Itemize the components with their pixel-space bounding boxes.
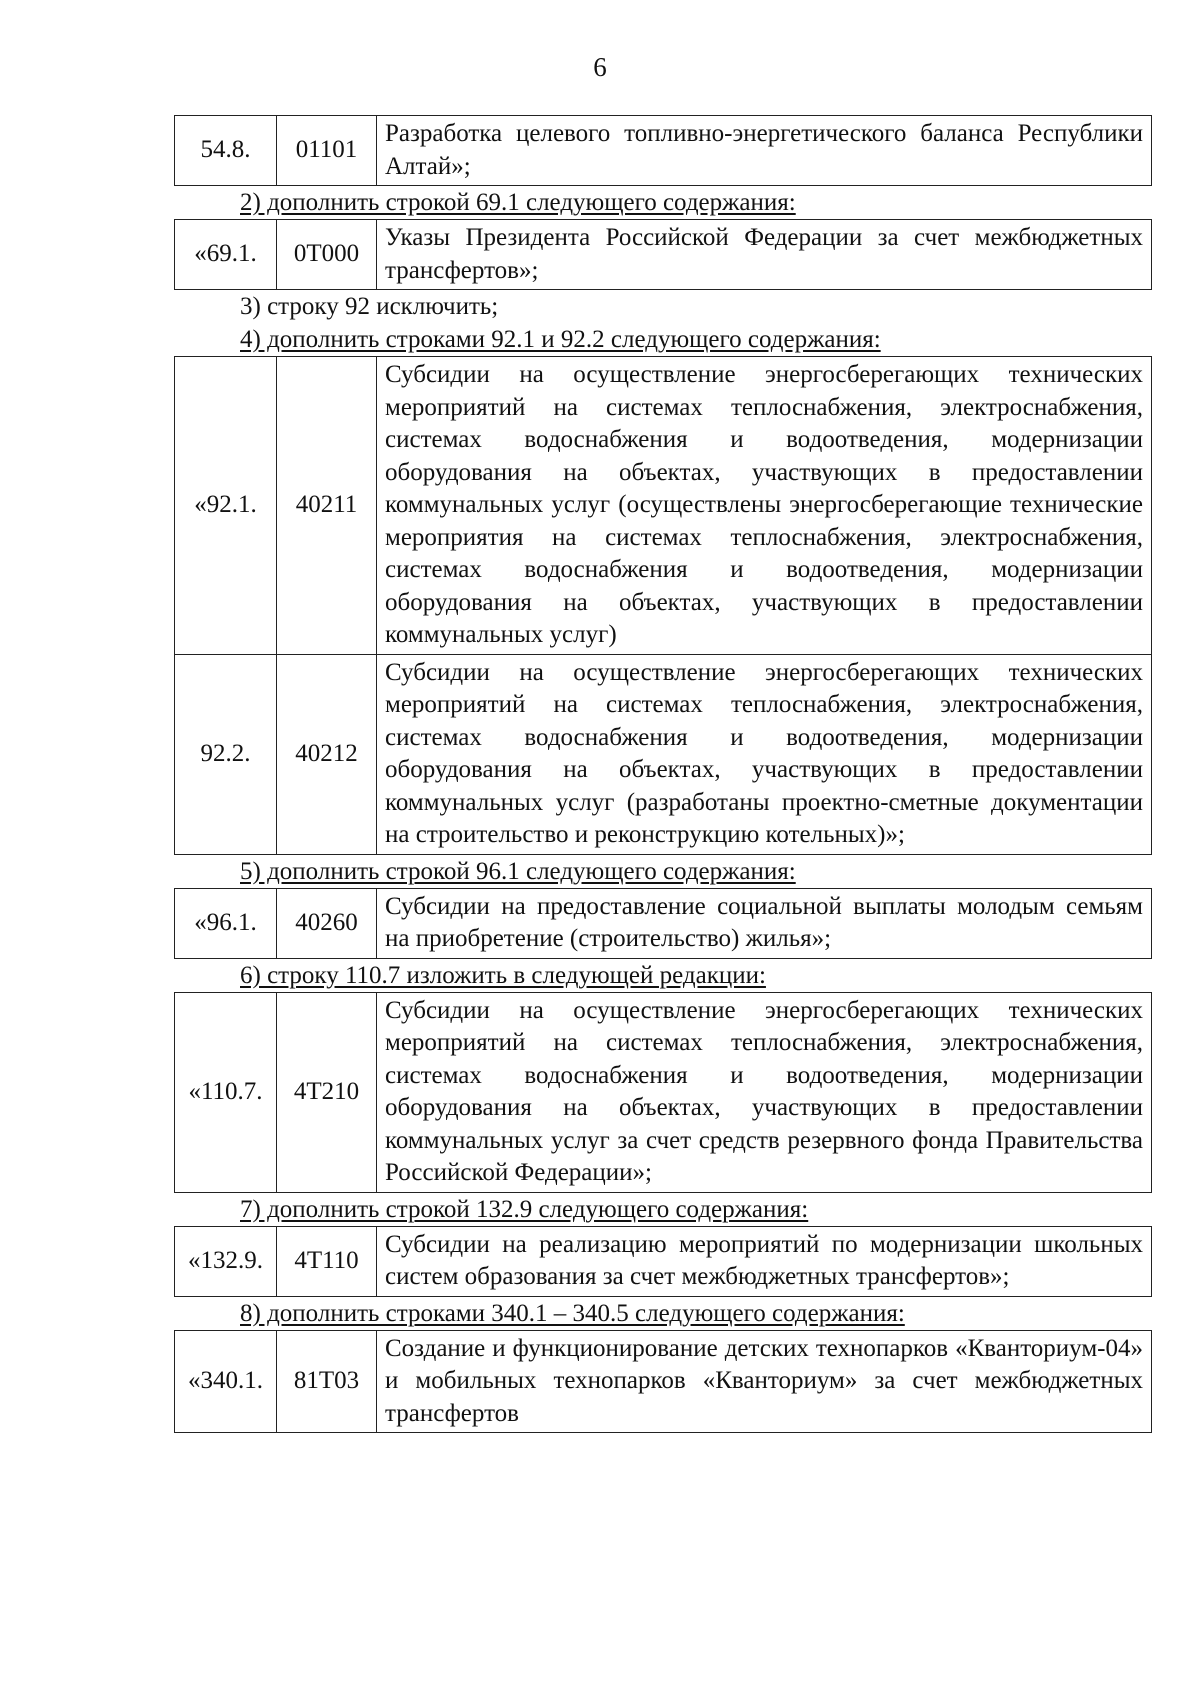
table-row <box>174 1330 1152 1434</box>
row-number: 92.2. <box>175 654 277 854</box>
row-number: «92.1. <box>175 357 277 655</box>
instruction-text: 4) дополнить строками 92.1 и 92.2 следующего содержания: <box>240 326 881 353</box>
amendment-instruction <box>174 855 1152 888</box>
instruction-text: 3) строку 92 исключить; <box>240 293 499 320</box>
document-content <box>174 115 1152 1433</box>
row-code: 40212 <box>277 654 377 854</box>
table-row <box>174 115 1152 186</box>
row-code: 0Т000 <box>277 220 377 290</box>
instruction-text: 2) дополнить строкой 69.1 следующего содержания: <box>240 189 796 216</box>
table-row <box>174 888 1152 959</box>
amendment-instruction <box>174 959 1152 992</box>
row-code: 81Т03 <box>277 1330 377 1433</box>
row-number: «69.1. <box>175 220 277 290</box>
row-number: «96.1. <box>175 888 277 958</box>
row-text: Субсидии на осуществление энергосберегающих технических мероприятий на системах теплоснабжения, электроснабжения, системах водоснабжения и водоотведения, модернизации оборудования на объектах, участвующих в предоставлении коммунальных услуг за счет средств резервного фонда Правительства Российской Федерации»; <box>377 992 1152 1192</box>
row-code: 40260 <box>277 888 377 958</box>
row-text: Субсидии на реализацию мероприятий по модернизации школьных систем образования за счет межбюджетных трансфертов»; <box>377 1226 1152 1296</box>
table-row <box>174 992 1152 1193</box>
row-text: Создание и функционирование детских технопарков «Кванториум-04» и мобильных технопарков «Кванториум» за счет межбюджетных трансфертов <box>377 1330 1152 1433</box>
row-number: «132.9. <box>175 1226 277 1296</box>
amendment-instruction <box>174 186 1152 219</box>
amendment-instruction <box>174 1297 1152 1330</box>
row-text: Субсидии на осуществление энергосберегающих технических мероприятий на системах теплоснабжения, электроснабжения, системах водоснабжения и водоотведения, модернизации оборудования на объектах, участвующих в предоставлении коммунальных услуг (осуществлены энергосберегающие технические мероприятия на системах теплоснабжения, электроснабжения, системах водоснабжения и водоотведения, модернизации оборудования на объектах, участвующих в предоставлении коммунальных услуг) <box>377 357 1152 655</box>
row-code: 4Т110 <box>277 1226 377 1296</box>
row-text: Разработка целевого топливно-энергетического баланса Республики Алтай»; <box>377 116 1152 186</box>
amendment-instruction <box>174 290 1152 323</box>
table-row <box>174 219 1152 290</box>
amendment-instruction <box>174 323 1152 356</box>
row-code: 40211 <box>277 357 377 655</box>
row-code: 01101 <box>277 116 377 186</box>
row-text: Субсидии на предоставление социальной выплаты молодым семьям на приобретение (строительство) жилья»; <box>377 888 1152 958</box>
instruction-text: 5) дополнить строкой 96.1 следующего содержания: <box>240 857 796 885</box>
row-number: «110.7. <box>175 992 277 1192</box>
instruction-text: 6) строку 110.7 изложить в следующей редакции: <box>240 961 766 989</box>
row-text: Субсидии на осуществление энергосберегающих технических мероприятий на системах теплоснабжения, электроснабжения, системах водоснабжения и водоотведения, модернизации оборудования на объектах, участвующих в предоставлении коммунальных услуг (разработаны проектно-сметные документации на строительство и реконструкцию котельных)»; <box>377 654 1152 854</box>
row-text: Указы Президента Российской Федерации за счет межбюджетных трансфертов»; <box>377 220 1152 290</box>
row-code: 4Т210 <box>277 992 377 1192</box>
instruction-text: 8) дополнить строками 340.1 – 340.5 следующего содержания: <box>240 1299 905 1327</box>
table-row <box>174 1226 1152 1297</box>
page-number: 6 <box>593 52 607 82</box>
row-number: 54.8. <box>175 116 277 186</box>
row-number: «340.1. <box>175 1330 277 1433</box>
instruction-text: 7) дополнить строкой 132.9 следующего содержания: <box>240 1195 809 1223</box>
table-row <box>174 356 1152 855</box>
amendment-instruction <box>174 1193 1152 1226</box>
